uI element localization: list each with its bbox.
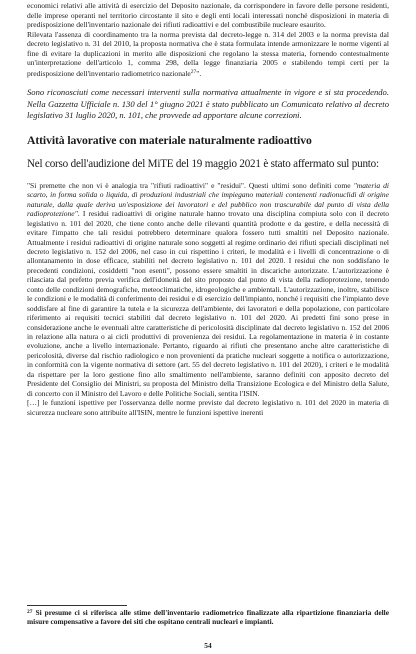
main-quote-paragraph-1	[27, 181, 389, 398]
top-quote-paragraph-2-text: Rilevata l'assenza di coordinamento tra la norma prevista dal decreto-legge n. 314 del 2003 e la norma prevista dal decreto legislativo n. 31 del 2010, la proposta normativa che è stata formulata intende armonizzare le norme vigenti al fine di evitare la duplicazioni in merito alle disposizioni che regolano la stessa materia, fornendo contestualmente un'interpretazione dell'articolo 1, comma 298, della legge finanziaria 2005 e stabilendo tempi certi per la predisposizione dell'inventario radiometrico nazionale	[27, 29, 389, 78]
intro-line: Nel corso dell'audizione del MiTE del 19 maggio 2021 è stato affermato sul punto:	[27, 157, 379, 170]
top-quote-closing: ".	[196, 68, 202, 78]
footnote-number: 27	[27, 609, 33, 615]
main-quote-p1-definition: "materia di scarto, in forma solida o liquida, di produzioni industriali che impiegano materiali contenenti radionuclidi di origine naturale, dalla quale deriva un'esposizione dei lavoratori e del pubblico non trascurabile dal punto di vista della radioprotezione"	[27, 180, 389, 219]
main-quote-paragraph-2: […] le funzioni ispettive per l'osservanza delle norme previste dal decreto legislativo n. 101 del 2020 in materia di sicurezza nucleare sono attribuite all'ISIN, mentre le funzioni ispettive inerenti	[27, 398, 389, 417]
top-quote-block	[27, 0, 389, 78]
main-quote-p1-end: . I residui radioattivi di origine naturale hanno trovato una disciplina compiuta solo con il decreto legislativo n. 101 del 2020, che tiene conto anche delle rilevanti quantità prodotte e da gestire, e della necessità di evitare l'impatto che tali residui potrebbero determinare qualora fossero tutti smaltiti nel Deposito nazionale. Attualmente i residui radioattivi di origine naturale sono soggetti al regime ordinario dei rifiuti speciali disciplinati nel decreto legislativo n. 152 del 2006, nel caso in cui rispettino i criteri, le modalità e i livelli di concentrazione o di allontanamento in dose efficace, stabiliti nel decreto legislativo n. 101 del 2020. I residui che non soddisfano le precedenti condizioni, cosiddetti "non esenti", possono essere smaltiti in discariche autorizzate. L'autorizzazione è rilasciata dal prefetto previa verifica dell'idoneità del sito proposto dal punto di vista della radioprotezione, tenendo conto delle condizioni demografiche, meteoclimatiche, idrogeologiche e ambientali. L'autorizzazione, inoltre, stabilisce le condizioni e le modalità di conferimento dei residui e di esercizio dell'impianto, nonché i requisiti che l'impianto deve soddisfare al fine di garantire la tutela e la sicurezza dell'ambiente, dei lavoratori e della popolazione, con particolare riferimento ai requisiti tecnici stabiliti dal decreto legislativo n. 101 del 2020. Ai predetti fini sono prese in considerazione anche le eventuali altre caratteristiche di pericolosità disciplinate dal decreto legislativo n. 152 del 2006 in relazione alla natura o ai cicli produttivi di provenienza dei residui. La regolamentazione in materia è in costante evoluzione, anche a livello internazionale. Pertanto, riguardo ai rifiuti che presentano anche altre caratteristiche di pericolosità, diverse dal rischio radiologico e non provenienti da pratiche nucleari soggette a notifica o autorizzazione, in conformità con la vigente normativa di settore (art. 55 del decreto legislativo n. 101 del 2020), i criteri e le modalità da rispettare per la loro gestione fino allo smaltimento nell'ambiente, saranno definiti con apposito decreto del Presidente del Consiglio dei Ministri, su proposta del Ministro della Transizione Ecologica e del Ministro della Salute, di concerto con il Ministro del Lavoro e delle Politiche Sociali, sentita l'ISIN.	[27, 209, 389, 398]
main-quote-p1-start: "Si premette che non vi è analogia tra "rifiuti radioattivi" e "residui". Questi ultimi sono definiti come	[27, 180, 354, 190]
top-quote-paragraph-1: economici relativi alle attività di esercizio del Deposito nazionale, da corrispondere in favore delle persone residenti, delle imprese operanti nel territorio circostante il sito e degli enti locali interessati nonché disposizioni in materia di predisposizione dell'inventario nazionale dei rifiuti radioattivi e del combustibile nucleare esaurito.	[27, 1, 389, 29]
italic-paragraph: Sono riconosciuti come necessari interventi sulla normativa attualmente in vigore e si sta procedendo. Nella Gazzetta Ufficiale n. 130 del 1° giugno 2021 è stato pubblicato un Comunicato relativo al decreto legislativo 31 luglio 2020, n. 101, che provvede ad apportare alcune correzioni.	[27, 87, 389, 121]
page-number: 54	[204, 641, 212, 650]
footnote-reference: 27	[190, 68, 197, 75]
footnote-separator	[27, 605, 127, 606]
document-page	[27, 0, 389, 417]
footnote	[27, 608, 389, 627]
top-quote-paragraph-2	[27, 30, 389, 79]
footnote-text: Si presume ci si riferisca alle stime dell'inventario radiometrico finalizzate alla ripartizione finanziaria delle misure compensative a favore dei siti che ospitano centrali nucleari e impianti.	[27, 608, 389, 627]
main-quote-block	[27, 181, 389, 417]
section-heading: Attività lavorative con materiale naturalmente radioattivo	[27, 133, 312, 147]
